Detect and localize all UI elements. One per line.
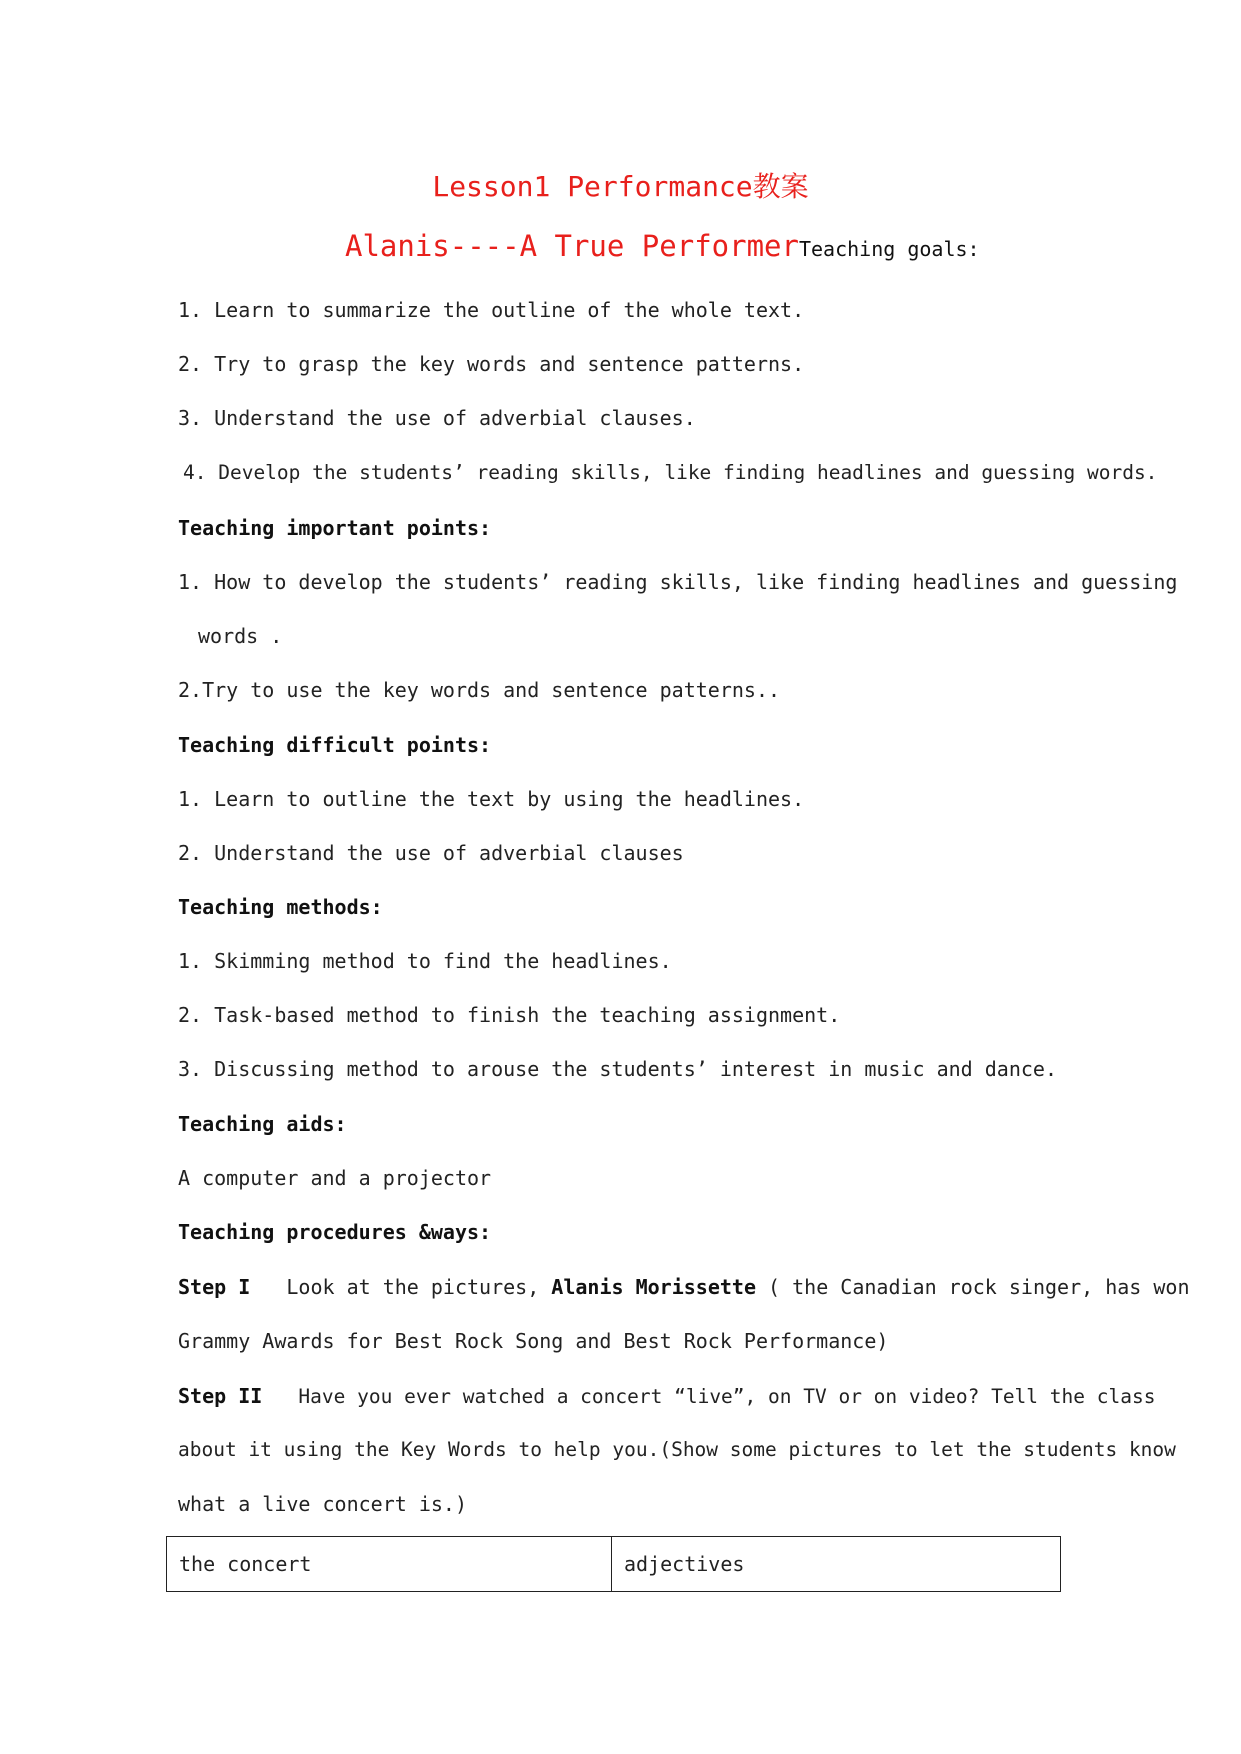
step2-continued: what a live concert is.) <box>178 1492 467 1516</box>
step1-continued: Grammy Awards for Best Rock Song and Best Rock Performance) <box>178 1329 889 1353</box>
difficult-point-item: 2. Understand the use of adverbial clauses <box>178 841 684 865</box>
difficult-points-heading: Teaching difficult points: <box>178 733 492 757</box>
goals-heading: Teaching goals: <box>798 237 980 261</box>
step2-text: Have you ever watched a concert “live”, on TV or on video? Tell the class <box>298 1385 1156 1408</box>
goal-item: 4. Develop the students’ reading skills, like finding headlines and guessing words. <box>183 461 1158 484</box>
important-point-item: words . <box>198 624 283 648</box>
step2-line <box>178 1382 1155 1411</box>
table-row <box>167 1537 1061 1592</box>
method-item: 3. Discussing method to arouse the students’ interest in music and dance. <box>178 1057 1057 1081</box>
important-point-item: 2.Try to use the key words and sentence patterns.. <box>178 678 781 702</box>
step2-label: Step II <box>178 1384 263 1408</box>
step1-label: Step I <box>178 1275 251 1299</box>
step1-text: ( the Canadian rock singer, has won <box>768 1275 1190 1299</box>
methods-heading: Teaching methods: <box>178 895 383 919</box>
procedures-heading: Teaching procedures &ways: <box>178 1220 492 1244</box>
step1-line <box>178 1273 1189 1301</box>
goal-item: 1. Learn to summarize the outline of the whole text. <box>178 298 805 322</box>
table-cell: the concert <box>167 1537 612 1592</box>
aids-text: A computer and a projector <box>178 1166 492 1190</box>
subtitle-red: Alanis----A True Performer <box>345 229 799 263</box>
method-item: 2. Task-based method to finish the teaching assignment. <box>178 1003 841 1027</box>
step1-text: Look at the pictures, <box>286 1275 540 1299</box>
step1-name: Alanis Morissette <box>551 1275 756 1299</box>
important-points-heading: Teaching important points: <box>178 516 492 540</box>
important-point-item: 1. How to develop the students’ reading skills, like finding headlines and guessing <box>178 570 1178 594</box>
goal-item: 3. Understand the use of adverbial clauses. <box>178 406 696 430</box>
method-item: 1. Skimming method to find the headlines. <box>178 949 672 973</box>
key-words-table <box>166 1536 1061 1592</box>
document-title: Lesson1 Performance教案 <box>432 170 809 203</box>
aids-heading: Teaching aids: <box>178 1112 347 1136</box>
step2-continued: about it using the Key Words to help you.(Show some pictures to let the students know <box>178 1438 1176 1461</box>
document-subtitle <box>345 229 980 263</box>
table-cell: adjectives <box>612 1537 1061 1592</box>
goal-item: 2. Try to grasp the key words and sentence patterns. <box>178 352 805 376</box>
difficult-point-item: 1. Learn to outline the text by using the headlines. <box>178 787 805 811</box>
